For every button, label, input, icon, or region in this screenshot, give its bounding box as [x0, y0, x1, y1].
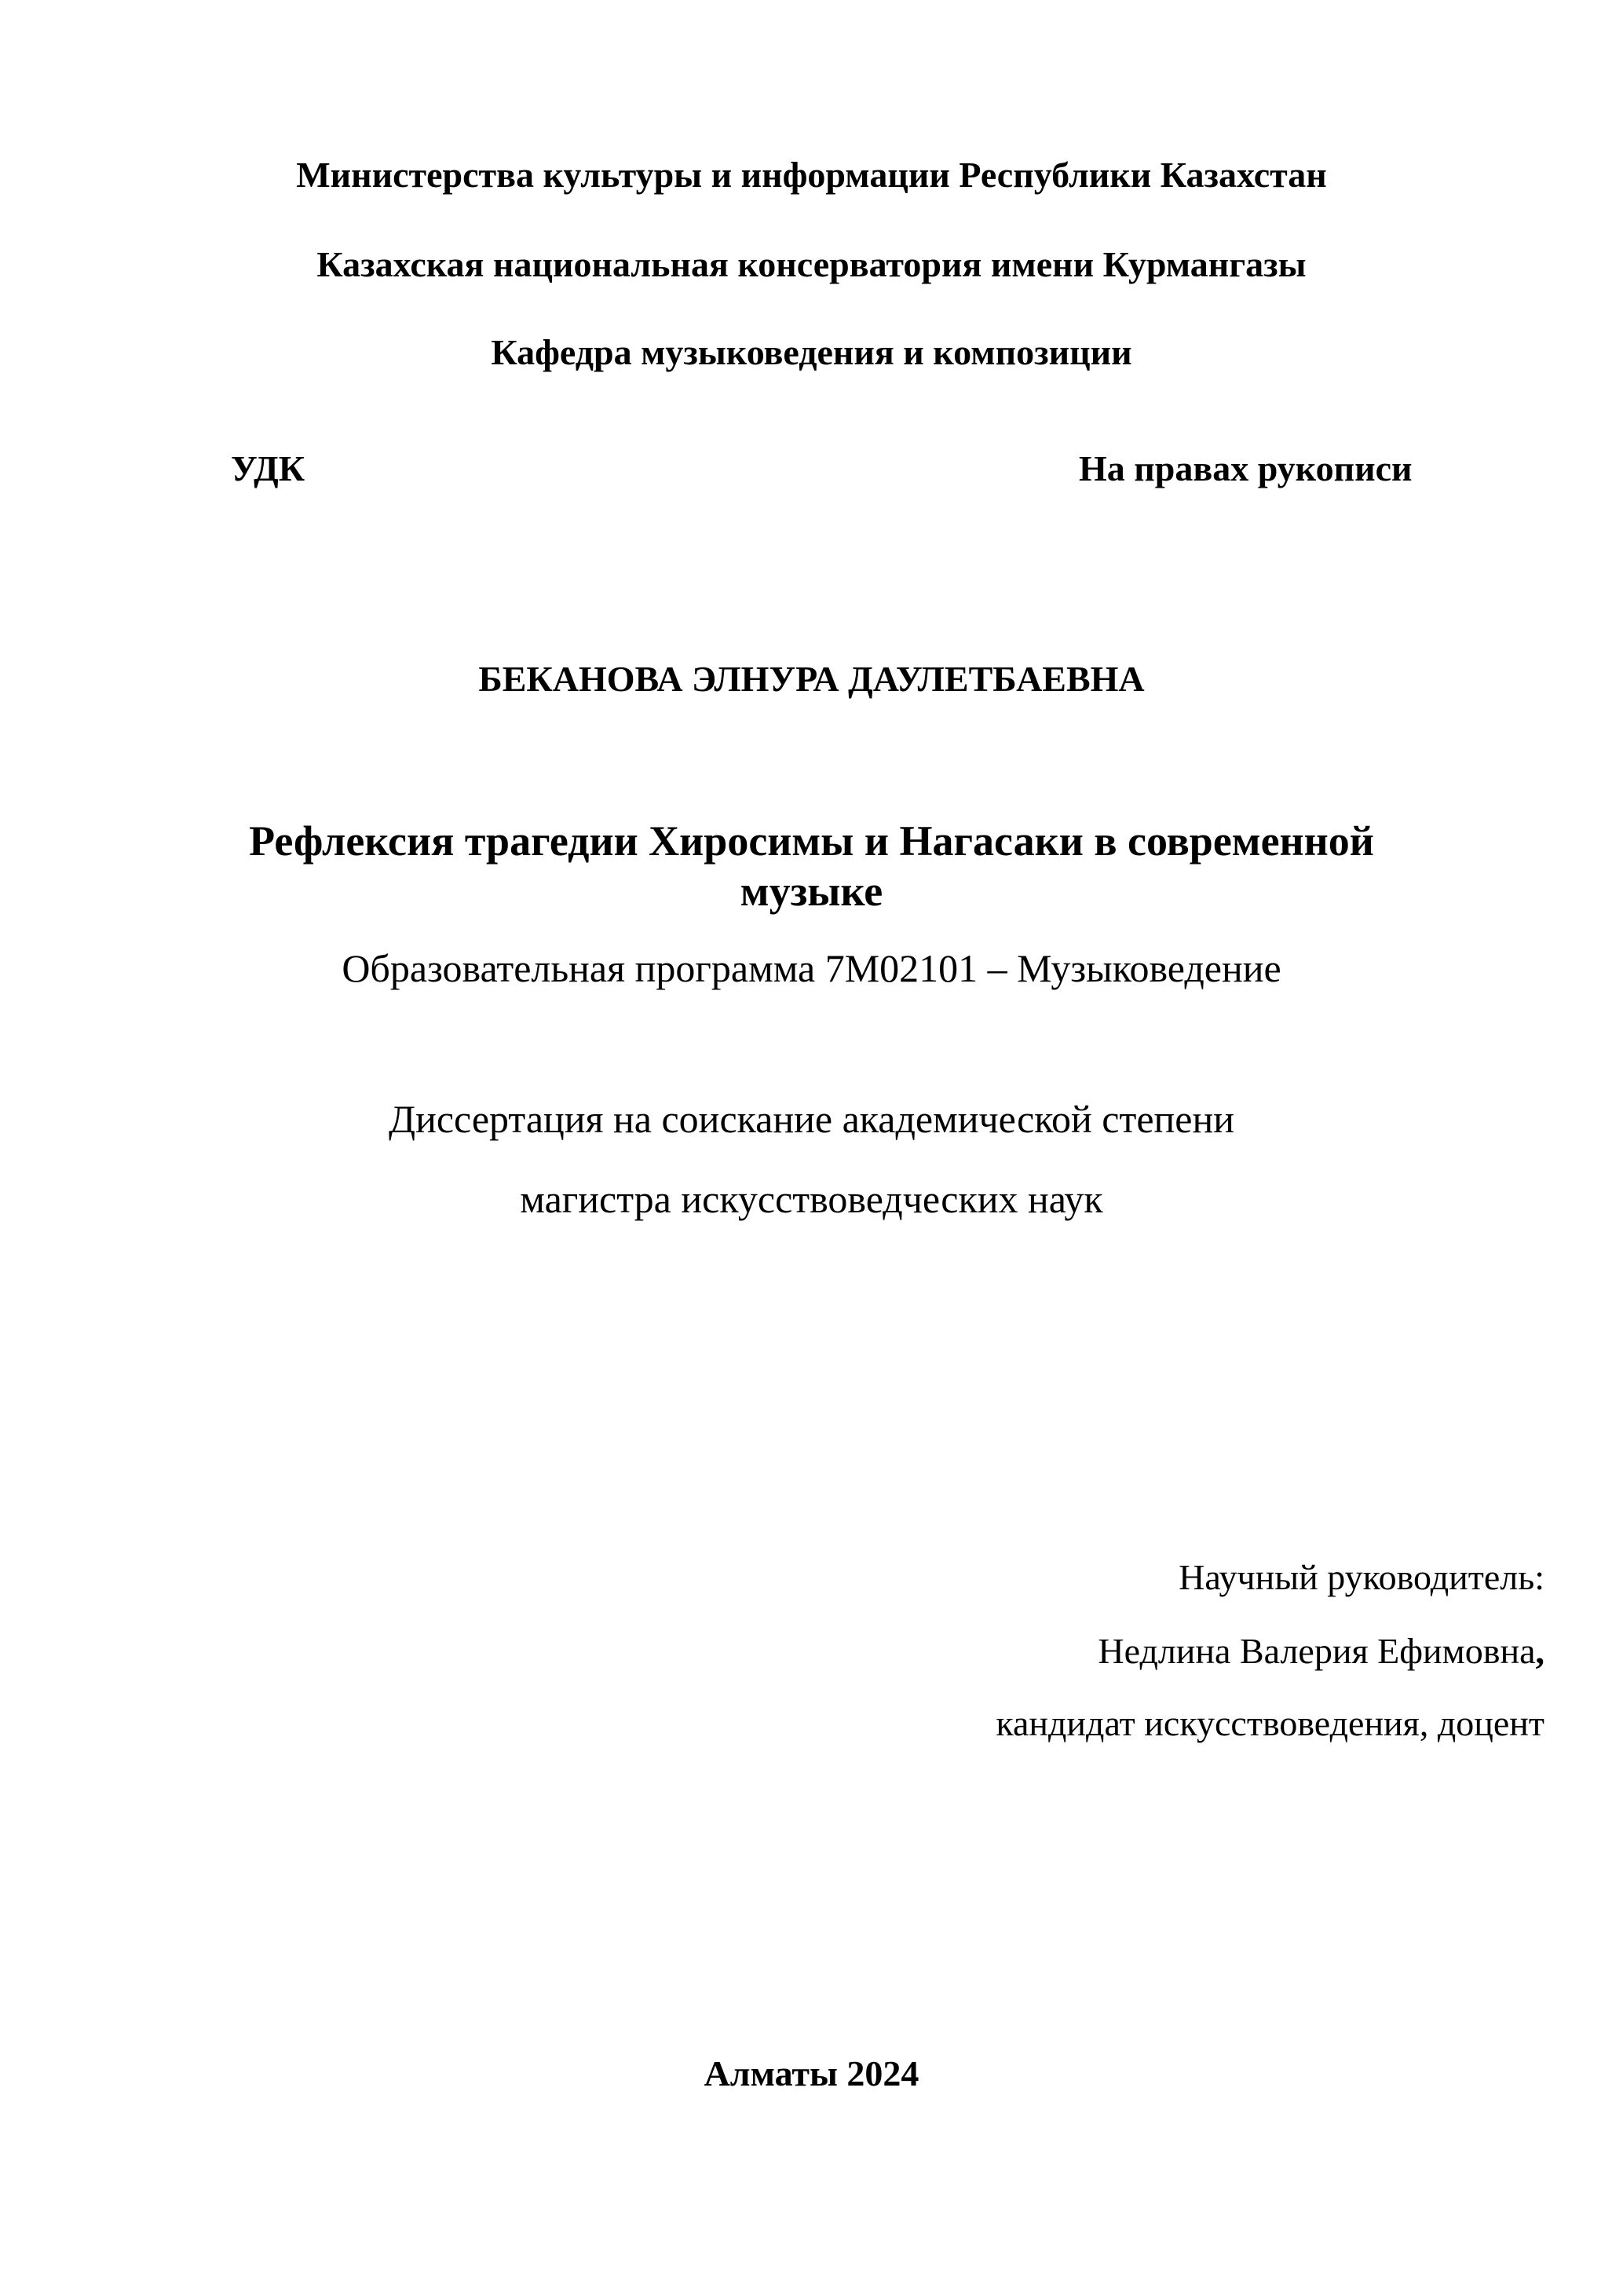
author-name: БЕКАНОВА ЭЛНУРА ДАУЛЕТБАЕВНА — [478, 659, 1145, 699]
place-year: Алматы 2024 — [704, 2053, 919, 2093]
degree-line1: Диссертация на соискание академической степени — [388, 1097, 1235, 1141]
program-line: Образовательная программа 7М02101 – Музыковедение — [342, 946, 1281, 990]
thesis-title-line2: музыке — [740, 868, 883, 915]
department-heading: Кафедра музыковедения и композиции — [491, 332, 1132, 372]
manuscript-label: На правах рукописи — [1079, 448, 1413, 488]
supervisor-name-row — [1098, 1633, 1544, 1669]
degree-line2: магистра искусствоведческих наук — [520, 1177, 1103, 1221]
supervisor-name: Недлина Валерия Ефимовна — [1098, 1631, 1536, 1671]
supervisor-label: Научный руководитель: — [1179, 1557, 1544, 1597]
supervisor-name-comma: , — [1535, 1631, 1544, 1671]
ministry-heading: Министерства культуры и информации Республики Казахстан — [296, 155, 1327, 195]
supervisor-title: кандидат искусствоведения, доцент — [996, 1703, 1544, 1743]
thesis-title-line1: Рефлексия трагедии Хиросимы и Нагасаки в современной — [249, 817, 1374, 865]
udk-label: УДК — [231, 448, 305, 488]
conservatory-heading: Казахская национальная консерватория имени Курмангазы — [316, 244, 1307, 284]
